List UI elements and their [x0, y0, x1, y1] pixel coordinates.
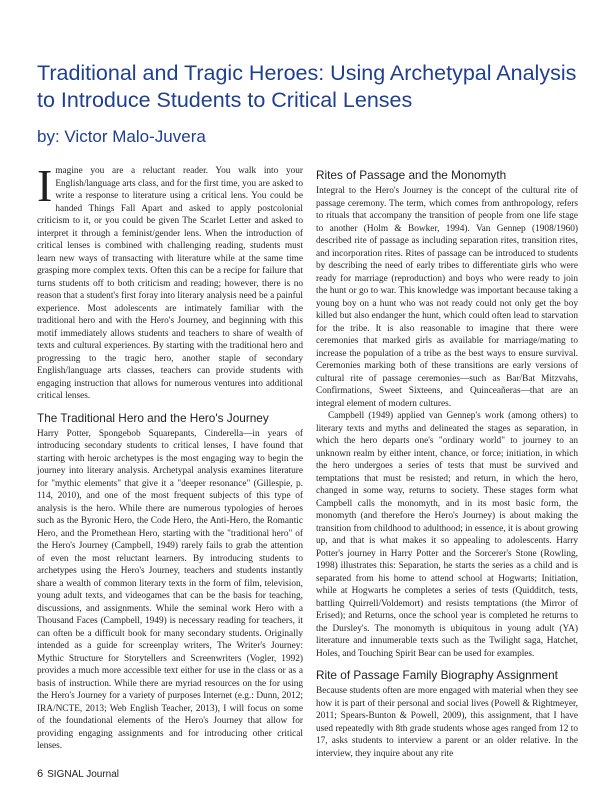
intro-paragraph: [37, 160, 303, 403]
rites-paragraph-1: Integral to the Hero's Journey is the concept of the cultural rite of passage ceremony. The term, which comes from anthropology, refers to rituals that accompany the transition of people from one life stage to another (Holm & Bowker, 1994). Van Gennep (1908/1960) described rite of passage as including separation rites, transition rites, and incorporation rites. Rites of passage can be introduced to students by describing the need of early tribes to differentiate girls who were ready for marriage (reproduction) and boys who were ready to join the hunt or go to war. This knowledge was important because taking a young boy on a hunt who was not ready could not only get the boy killed but also endanger the hunt, which could often lead to starvation for the tribe. It is also reasonable to imagine that there were ceremonies that marked girls as available for marriage/mating to increase the population of a tribe as the best ways to ensure survival. Ceremonies marking both of these transitions are early versions of cultural rite of passage ceremonies—such as Bar/Bat Mitzvahs, Confirmations, Sweet Sixteens, and Quinceañeras—that are an integral element of modern cultures.: [316, 186, 578, 409]
right-column: [316, 165, 578, 760]
section-heading-family-biography: Rite of Passage Family Biography Assignment: [316, 668, 558, 682]
family-biography-paragraph: Because students often are more engaged with material when they see how it is part of their personal and social lives (Powell & Rightmeyer, 2011; Spears-Bunton & Powell, 2009), this assignment, that I have used repeatedly with 8th grade students whose ages ranged from 12 to 17, asks students to interview a parent or an older relative. In the interview, they inquire about any rite: [316, 686, 578, 759]
section-heading-rites-of-passage: Rites of Passage and the Monomyth: [316, 168, 507, 182]
traditional-hero-paragraph: Harry Potter, Spongebob Squarepants, Cinderella—in years of introducing secondary students to critical lenses, I have found that starting with heroic archetypes is the most engaging way to begin the journey into literary analysis. Archetypal analysis examines literature for "mythic elements" that give it a "deeper resonance" (Gillespie, p. 114, 2010), and one of the most frequent subjects of this type of analysis is the hero. While there are numerous typologies of heroes such as the Byronic Hero, the Code Hero, the Anti-Hero, the Romantic Hero, and the Promethean Hero, starting with the "traditional hero" of the Hero's Journey (Campbell, 1949) rarely fails to grab the attention of even the most reluctant learners. By introducing students to archetypes using the Hero's Journey, teachers and students instantly share a wealth of common literary texts in the form of film, television, young adult texts, and videogames that can be the basis for teaching, discussions, and assignments. While the seminal work Hero with a Thousand Faces (Campbell, 1949) is necessary reading for teachers, it can often be a difficult book for many secondary students. Originally intended as a guide for screenplay writers, The Writer's Journey: Mythic Structure for Storytellers and Screenwriters (Vogler, 1992) provides a much more accessible text either for use in the class or as a basis of instruction. While there are myriad resources on the for using the Hero's Journey for a variety of purposes Internet (e.g.: Dunn, 2012; IRA/NCTE, 2013; Web English Teacher, 2013), I will focus on some of the foundational elements of the Hero's Journey that allow for providing engaging assignments and for introducing other critical lenses.: [37, 428, 303, 751]
page-footer: [37, 768, 119, 780]
article-title: Traditional and Tragic Heroes: Using Archetypal Analysis to Introduce Students to Critical Lenses: [37, 61, 577, 112]
section-heading-traditional-hero: The Traditional Hero and the Hero's Journey: [37, 410, 269, 425]
left-column: [37, 160, 303, 753]
drop-cap: I: [37, 160, 53, 211]
page-number: 6: [37, 768, 44, 780]
journal-name: SIGNAL Journal: [47, 769, 120, 780]
intro-text: magine you are a reluctant reader. You walk into your English/language arts class, and for the first time, you are asked to write a response to literature using a critical lens. You could be handed Things Fall Apart and asked to apply postcolonial criticism to it, or you could be given The Scarlet Letter and asked to interpret it through a feminist/gender lens. When the introduction of critical lenses is combined with challenging reading, students must learn new ways of transacting with literature while at the same time grasping more complex texts. Often this can be a recipe for failure that turns students off to both criticism and reading; however, there is no reason that a student's first foray into literary analysis need be a painful experience. Most adolescents are intimately familiar with the traditional hero and with the Hero's Journey, and beginning with this motif immediately allows students and teachers to share of wealth of texts and cultural experiences. By starting with the traditional hero and progressing to the tragic hero, another staple of secondary English/language arts classes, teachers can provide students with engaging instruction that allows for numerous ventures into additional critical lenses.: [37, 166, 303, 401]
rites-paragraph-2: Campbell (1949) applied van Gennep's work (among others) to literary texts and myths and delineated the stages as separation, in which the hero departs one's "ordinary world" to journey to an unknown realm by either intent, chance, or force; initiation, in which the hero undergoes a series of tests that must be survived and temptations that must be resisted; and return, in which the hero, changed in some way, returns to society. These stages form what Campbell calls the monomyth, and in its most basic form, the monomyth (and therefore the Hero's Journey) is about making the transition from childhood to adulthood; in essence, it is about growing up, and that is what makes it so appealing to adolescents. Harry Potter's journey in Harry Potter and the Sorcerer's Stone (Rowling, 1998) illustrates this: Separation, he starts the series as a child and is separated from his home to attend school at Hogwarts; Initiation, while at Hogwarts he completes a series of tests (Quidditch, tests, battling Quirrell/Voldemort) and resists temptations (the Mirror of Erised); and Returns, once the school year is completed he returns to the Dursley's. The monomyth is ubiquitous in young adult (YA) literature and innumerable texts such as the Twilight saga, Hatchet, Holes, and Touching Spirit Bear can be used for examples.: [316, 411, 578, 659]
author-byline: by: Victor Malo-Juvera: [37, 127, 206, 146]
